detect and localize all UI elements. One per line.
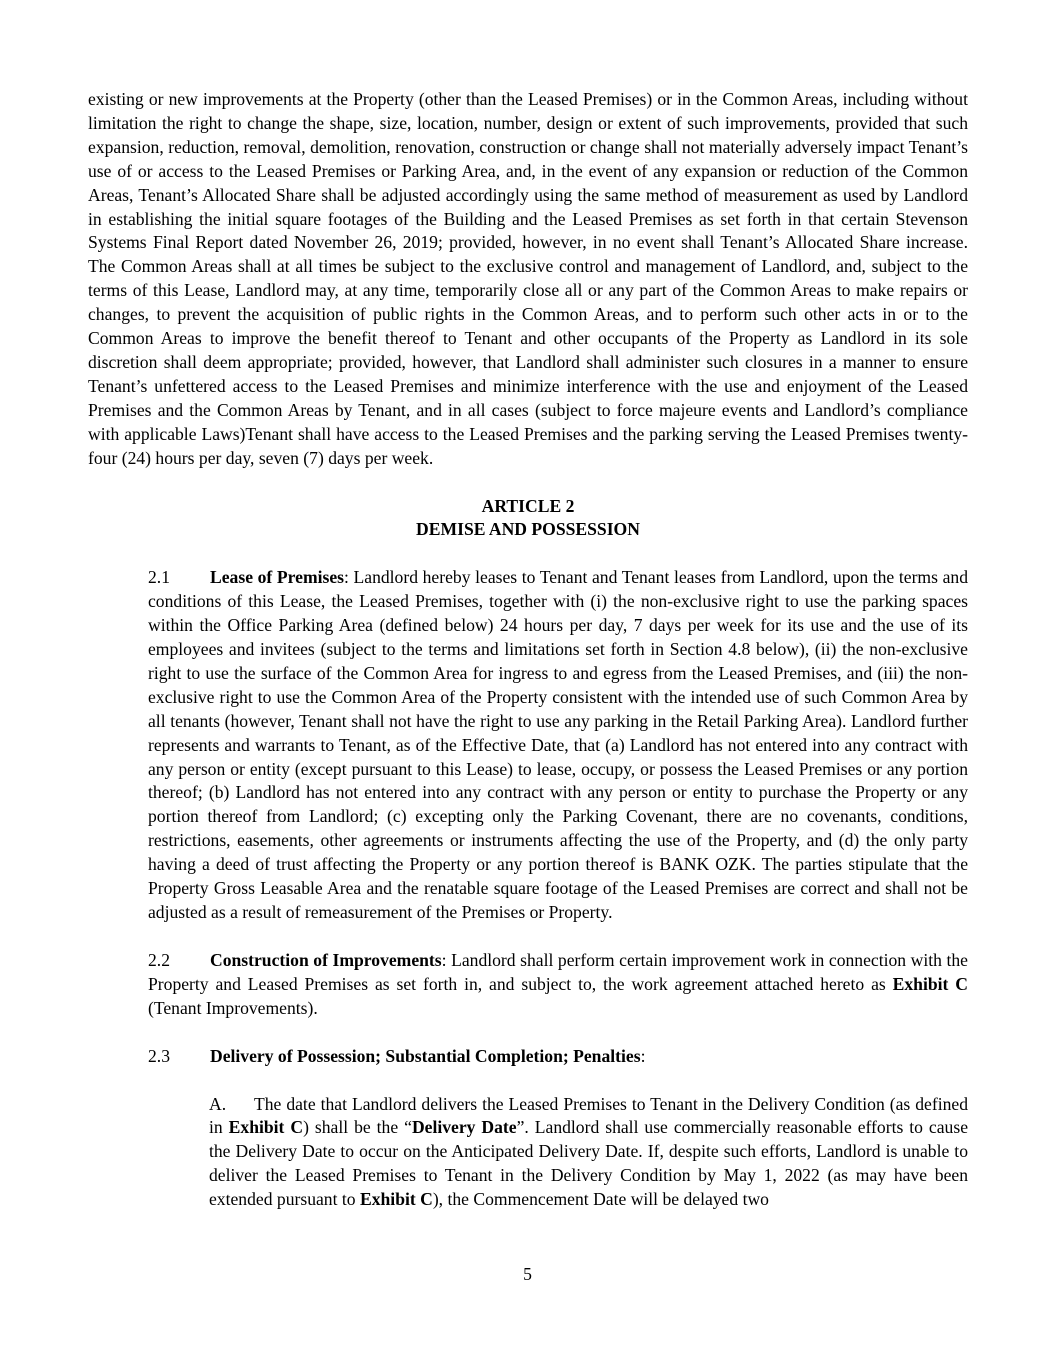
subsection-A (88, 1093, 968, 1213)
section-body: Landlord hereby leases to Tenant and Tenant leases from Landlord, upon the terms and conditions of this Lease, the Leased Premises, together with (i) the non-exclusive right to use the parking spaces within the Office Parking Area (defined below) 24 hours per day, 7 days per week for its use and the use of its employees and invitees (subject to the terms and limitations set forth in Section 4.8 below), (ii) the non-exclusive right to use the surface of the Common Area for ingress to and egress from the Leased Premises, and (iii) the non-exclusive right to use the Common Area of the Property consistent with the intended use of such Common Area by all tenants (however, Tenant shall not have the right to use any parking in the Retail Parking Area). Landlord further represents and warrants to Tenant, as of the Effective Date, that (a) Landlord has not entered into any contract with any person or entity (except pursuant to this Lease) to lease, occupy, or possess the Leased Premises or any portion thereof; (b) Landlord has not entered into any contract with any person or entity to purchase the Property or any portion thereof from Landlord; (c) excepting only the Parking Covenant, there are no covenants, conditions, restrictions, easements, other agreements or instruments affecting the use of the Property, and (d) the only party having a deed of trust affecting the Property or any portion thereof is BANK OZK. The parties stipulate that the Property Gross Leasable Area and the renatable square footage of the Leased Premises are correct and shall not be adjusted as a result of remeasurement of the Premises or Property. (148, 567, 968, 922)
section-2-3 (88, 1045, 968, 1069)
section-heading: Lease of Premises (210, 567, 344, 588)
section-number: 2.3 (148, 1045, 170, 1066)
exhibit-reference: Exhibit C (228, 1117, 304, 1138)
section-separator: : (344, 567, 349, 588)
article-heading (88, 495, 968, 543)
section-2-1 (88, 566, 968, 925)
section-separator: : (640, 1045, 646, 1066)
article-title: DEMISE AND POSSESSION (416, 519, 640, 540)
subsection-letter: A. (209, 1093, 227, 1114)
section-number: 2.1 (148, 567, 170, 588)
section-heading: Construction of Improvements (210, 949, 442, 970)
exhibit-reference: Exhibit C (892, 973, 968, 994)
subsection-text: The date that Landlord delivers the Leased Premises to Tenant in the Delivery Condition (as defined in (209, 1093, 968, 1138)
subsection-text: ) shall be the “ (303, 1117, 412, 1138)
section-heading: Delivery of Possession; Substantial Completion; Penalties (210, 1045, 641, 1066)
section-2-2 (88, 949, 968, 1021)
section-number: 2.2 (148, 949, 170, 970)
section-body-end: (Tenant Improvements). (148, 997, 318, 1018)
continuation-paragraph: existing or new improvements at the Property (other than the Leased Premises) or in the Common Areas, including without limitation the right to change the shape, size, location, number, design or extent of such improvements, provided that such expansion, reduction, removal, demolition, renovation, construction or change shall not materially adversely impact Tenant’s use of or access to the Leased Premises or Parking Area, and, in the event of any expansion or reduction of the Common Areas, Tenant’s Allocated Share shall be adjusted accordingly using the same method of measurement as used by Landlord in establishing the initial square footages of the Building and the Leased Premises as set forth in that certain Stevenson Systems Final Report dated November 26, 2019; provided, however, in no event shall Tenant’s Allocated Share increase. The Common Areas shall at all times be subject to the exclusive control and management of Landlord, and, subject to the terms of this Lease, Landlord may, at any time, temporarily close all or any part of the Common Areas to make repairs or changes, to prevent the acquisition of public rights in the Common Areas, and to perform such other acts in or to the Common Areas to improve the benefit thereof to Tenant and other occupants of the Property as Landlord in its sole discretion shall deem appropriate; provided, however, that Landlord shall administer such closures in a manner to ensure Tenant’s unfettered access to the Leased Premises and minimize interference with the use and enjoyment of the Leased Premises and the Common Areas by Tenant, and in all cases (subject to force majeure events and Landlord’s compliance with applicable Laws)Tenant shall have access to the Leased Premises and the parking serving the Leased Premises twenty-four (24) hours per day, seven (7) days per week. (88, 89, 968, 468)
exhibit-reference: Exhibit C (359, 1189, 433, 1210)
subsection-text: ”. Landlord shall use commercially reasonable efforts to cause the Delivery Date to occur on the Anticipated Delivery Date. If, despite such efforts, Landlord is unable to deliver the Leased Premises to Tenant in the Delivery Condition by May 1, 2022 (as may have been extended pursuant to (209, 1117, 968, 1210)
article-number: ARTICLE 2 (481, 495, 575, 516)
section-body: : Landlord shall perform certain improvement work in connection with the Property and Leased Premises as set forth in, and subject to, the work agreement attached hereto as (148, 949, 968, 994)
subsection-text: ), the Commencement Date will be delayed two (432, 1189, 769, 1210)
page-number: 5 (523, 1264, 532, 1284)
defined-term: Delivery Date (411, 1117, 517, 1138)
document-page (88, 88, 968, 1212)
